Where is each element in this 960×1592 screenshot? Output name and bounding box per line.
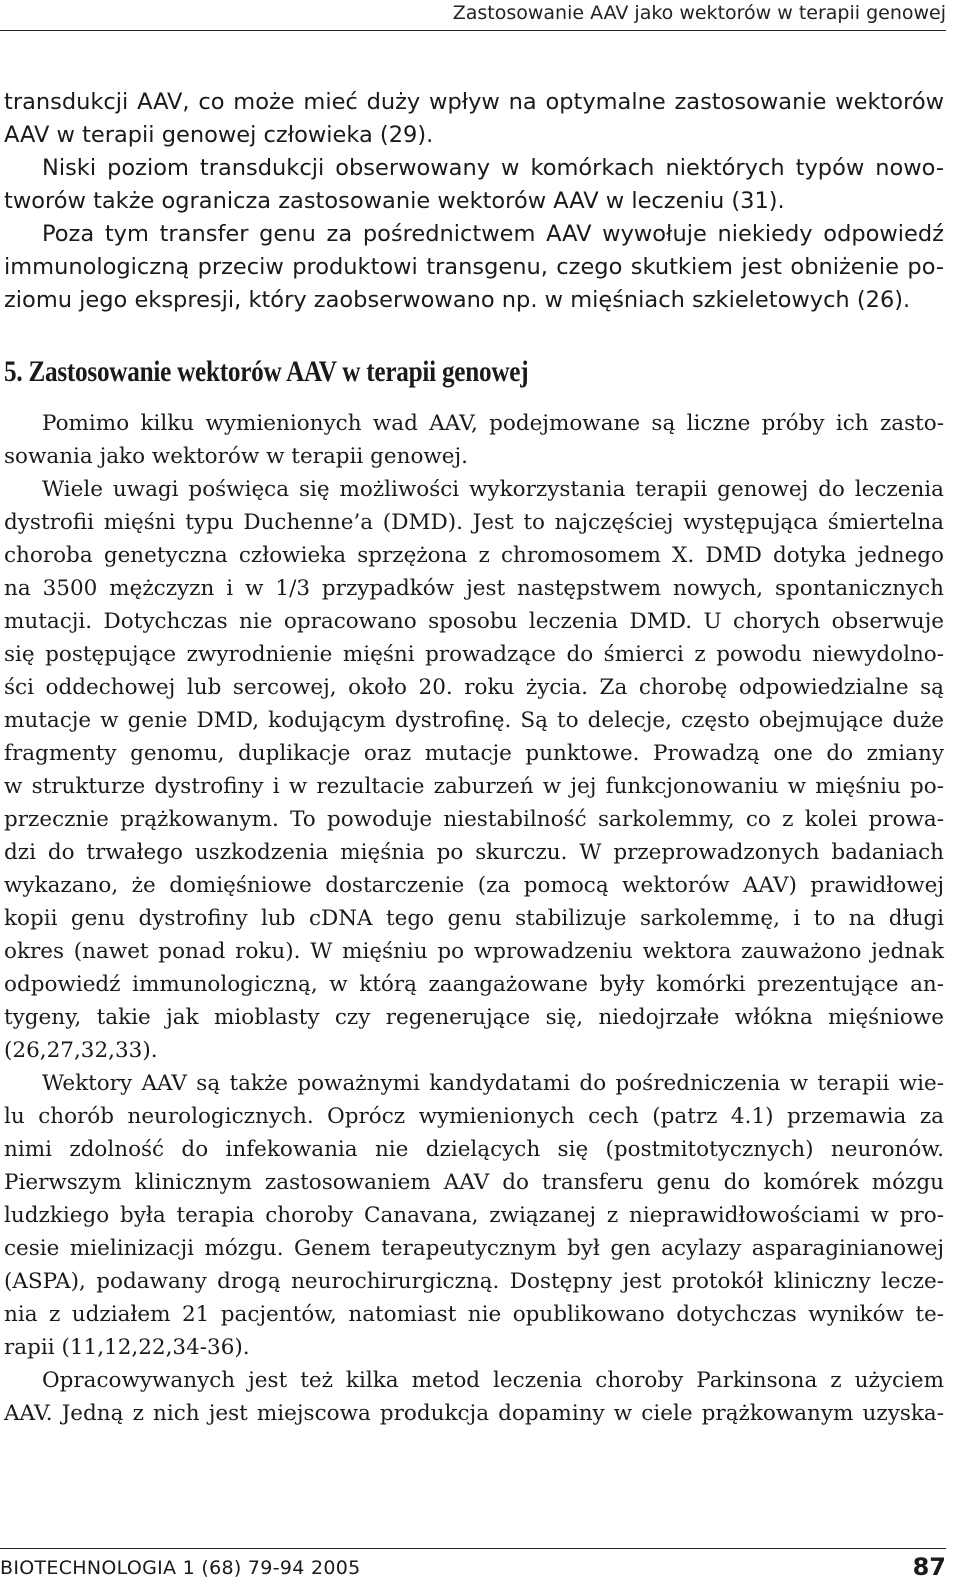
page-number: 87 <box>912 1553 946 1581</box>
text-line: Niski poziom transdukcji obserwowany w komórkach niektórych typów nowo- <box>42 155 944 181</box>
text-line: ziomu jego ekspresji, który zaobserwowano np. w mięśniach szkieletowych (26). <box>4 287 911 313</box>
text-line: się postępujące zwyrodnienie mięśni prowadzące do śmierci z powodu niewydolno- <box>4 642 944 667</box>
text-line: na 3500 mężczyzn i w 1/3 przypadków jest następstwem nowych, spontanicznych <box>4 576 944 601</box>
journal-citation: BIOTECHNOLOGIA 1 (68) 79-94 2005 <box>0 1557 361 1579</box>
text-line: rapii (11,12,22,34-36). <box>4 1335 250 1360</box>
text-line: okres (nawet ponad roku). W mięśniu po wprowadzeniu wektora zauważono jednak <box>4 939 944 964</box>
section-heading: 5. Zastosowanie wektorów AAV w terapii genowej <box>4 355 529 388</box>
text-line: Pomimo kilku wymienionych wad AAV, podejmowane są liczne próby ich zasto- <box>42 411 944 436</box>
text-line: przecznie prążkowanym. To powoduje niestabilność sarkolemmy, co z kolei prowa- <box>4 807 944 832</box>
text-line: lu chorób neurologicznych. Oprócz wymienionych cech (patrz 4.1) przemawia za <box>4 1104 944 1129</box>
text-line: Wiele uwagi poświęca się możliwości wykorzystania terapii genowej do leczenia <box>42 477 944 502</box>
text-line: Opracowywanych jest też kilka metod leczenia choroby Parkinsona z użyciem <box>42 1368 944 1393</box>
text-line: mutacje w genie DMD, kodującym dystrofinę. Są to delecje, często obejmujące duże <box>4 708 944 733</box>
text-line: nimi zdolność do infekowania nie dzielących się (postmitotycznych) neuronów. <box>4 1137 944 1162</box>
paragraph-dmd <box>4 473 944 1067</box>
text-line: ludzkiego była terapia choroby Canavana, związanej z nieprawidłowościami w pro- <box>4 1203 944 1228</box>
text-line: kopii genu dystrofiny lub cDNA tego genu stabilizuje sarkolemmę, i to na długi <box>4 906 944 931</box>
paragraph-parkinson <box>4 1364 944 1430</box>
running-footer <box>0 1548 946 1589</box>
text-line: Poza tym transfer genu za pośrednictwem AAV wywołuje niekiedy odpowiedź <box>42 221 944 247</box>
paragraph-neurology <box>4 1067 944 1364</box>
text-line: Pierwszym klinicznym zastosowaniem AAV do transferu genu do komórek mózgu <box>4 1170 944 1195</box>
text-line: nia z udziałem 21 pacjentów, natomiast nie opublikowano dotychczas wyników te- <box>4 1302 944 1327</box>
text-line: choroba genetyczna człowieka sprzężona z chromosomem X. DMD dotyka jednego <box>4 543 944 568</box>
paragraph-intro <box>4 407 944 473</box>
text-line: dystrofii mięśni typu Duchenne’a (DMD). Jest to najczęściej występująca śmiertelna <box>4 510 944 535</box>
text-line: cesie mielinizacji mózgu. Genem terapeutycznym był gen acylazy asparaginianowej <box>4 1236 944 1261</box>
running-header-title: Zastosowanie AAV jako wektorów w terapii genowej <box>452 2 946 24</box>
text-line: immunologiczną przeciw produktowi transgenu, czego skutkiem jest obniżenie po- <box>4 254 944 280</box>
page-body <box>4 86 944 1430</box>
text-line: wykazano, że domięśniowe dostarczenie (za pomocą wektorów AAV) prawidłowej <box>4 873 944 898</box>
text-line: mutacji. Dotychczas nie opracowano sposobu leczenia DMD. U chorych obserwuje <box>4 609 944 634</box>
text-line: sowania jako wektorów w terapii genowej. <box>4 444 469 469</box>
text-line: tworów także ogranicza zastosowanie wektorów AAV w leczeniu (31). <box>4 188 785 214</box>
text-line: AAV. Jedną z nich jest miejscowa produkcja dopaminy w ciele prążkowanym uzyska- <box>4 1401 944 1426</box>
text-line: transdukcji AAV, co może mieć duży wpływ na optymalne zastosowanie wektorów <box>4 89 944 115</box>
text-line: AAV w terapii genowej człowieka (29). <box>4 122 434 148</box>
text-line: (ASPA), podawany drogą neurochirurgiczną. Dostępny jest protokół kliniczny lecze- <box>4 1269 944 1294</box>
text-line: odpowiedź immunologiczną, w którą zaangażowane były komórki prezentujące an- <box>4 972 944 997</box>
text-line: dzi do trwałego uszkodzenia mięśnia po skurczu. W przeprowadzonych badaniach <box>4 840 944 865</box>
running-header <box>0 0 946 31</box>
text-line: Wektory AAV są także poważnymi kandydatami do pośredniczenia w terapii wie- <box>42 1071 944 1096</box>
text-line: ści oddechowej lub sercowej, około 20. roku życia. Za chorobę odpowiedzialne są <box>4 675 944 700</box>
text-line: tygeny, takie jak mioblasty czy regenerujące się, niedojrzałe włókna mięśniowe <box>4 1005 944 1030</box>
text-line: fragmenty genomu, duplikacje oraz mutacje punktowe. Prowadzą one do zmiany <box>4 741 944 766</box>
text-line: (26,27,32,33). <box>4 1038 158 1063</box>
paragraph-transduction <box>4 86 944 317</box>
text-line: w strukturze dystrofiny i w rezultacie zaburzeń w jej funkcjonowaniu w mięśniu po- <box>4 774 944 799</box>
